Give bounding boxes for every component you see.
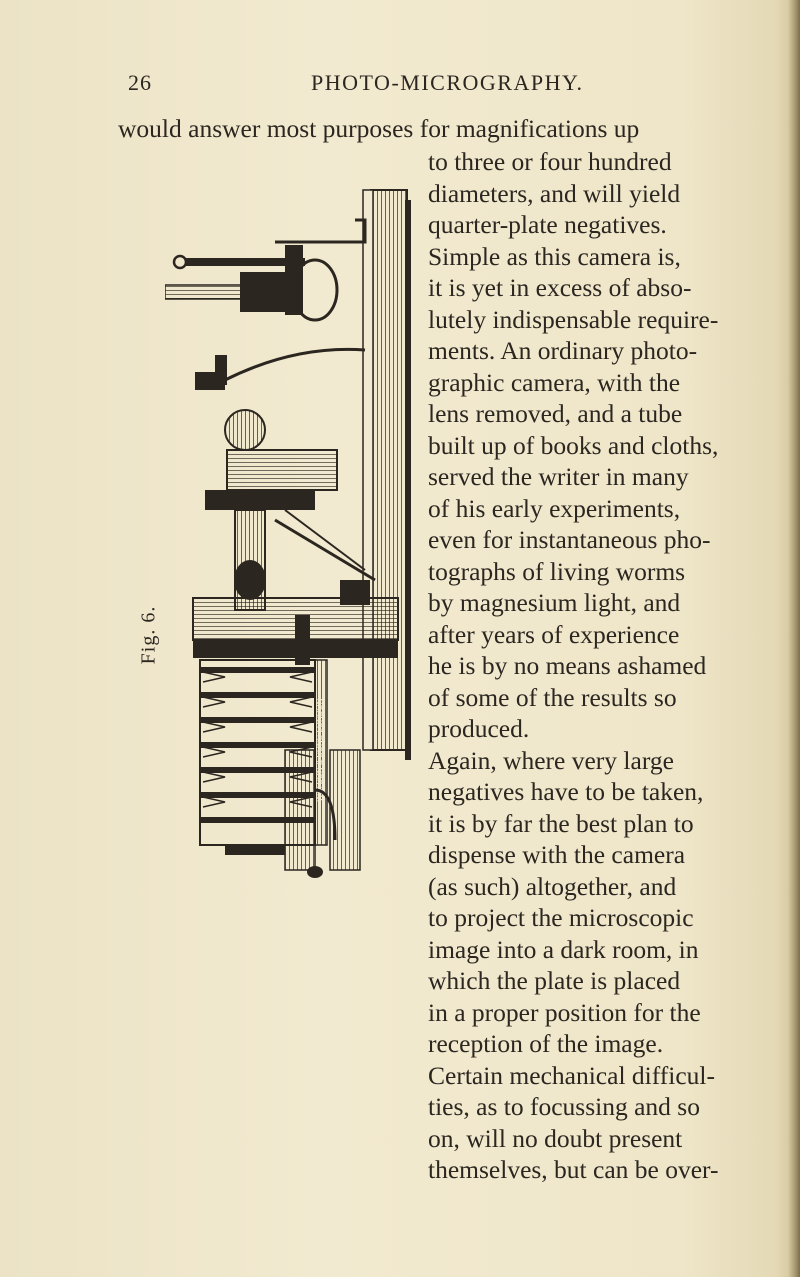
text-line: Simple as this camera is, — [428, 241, 681, 271]
text-line: to project the microscopic — [428, 903, 694, 932]
text-line: of some of the results so — [428, 682, 677, 712]
text-line: by magnesium light, and — [428, 588, 681, 617]
text-line: ments. An ordinary photo- — [428, 336, 698, 365]
text-line: it is yet in excess of abso- — [428, 273, 692, 302]
figure-label-text: Fig. 6. — [137, 605, 160, 665]
text-line: lutely indispensable require- — [428, 304, 719, 334]
text-line: built up of books and cloths, — [428, 430, 719, 460]
text-line: reception of the image. — [428, 1029, 664, 1058]
text-line: in a proper position for the — [428, 997, 701, 1027]
text-line: it is by far the best plan to — [428, 808, 694, 838]
text-line: produced. — [428, 714, 530, 743]
text-line: negatives have to be taken, — [428, 777, 704, 806]
figure-illustration — [165, 150, 427, 880]
text-line: diameters, and will yield — [428, 178, 681, 208]
text-line: (as such) altogether, and — [428, 871, 677, 901]
figure-label — [131, 590, 167, 680]
page-edge-shadow — [788, 0, 800, 1277]
text-line: dispense with the camera — [428, 840, 686, 869]
text-line: of his early experiments, — [428, 493, 681, 523]
text-line: he is by no means ashamed — [428, 651, 707, 680]
body-first-line: would answer most purposes for magnifications up — [118, 114, 640, 143]
text-line: after years of experience — [428, 619, 680, 649]
page-header — [128, 70, 688, 104]
maker-mark: WATSON & SONS LONDON — [315, 698, 324, 802]
text-line: on, will no doubt present — [428, 1123, 683, 1153]
text-line: tographs of living worms — [428, 556, 686, 586]
text-line: Again, where very large — [428, 745, 674, 775]
text-line: graphic camera, with the — [428, 367, 681, 397]
text-line: themselves, but can be over- — [428, 1155, 719, 1184]
text-line: quarter-plate negatives. — [428, 210, 667, 239]
text-line: Certain mechanical difficul- — [428, 1060, 715, 1090]
text-line: to three or four hundred — [428, 147, 672, 176]
text-line: even for instantaneous pho- — [428, 525, 711, 554]
text-line: lens removed, and a tube — [428, 399, 683, 428]
lamp-arm — [195, 349, 365, 390]
text-line: served the writer in many — [428, 462, 689, 491]
page-number: 26 — [128, 70, 152, 95]
text-line: which the plate is placed — [428, 966, 681, 995]
vertical-stand — [363, 190, 411, 760]
focusing-rod — [165, 220, 365, 320]
body-text-column — [428, 146, 788, 1186]
camera-base — [193, 598, 398, 665]
running-head: PHOTO-MICROGRAPHY. — [311, 70, 584, 95]
text-line: ties, as to focussing and so — [428, 1092, 700, 1121]
microscope-body — [205, 410, 375, 610]
text-line: image into a dark room, in — [428, 934, 699, 964]
